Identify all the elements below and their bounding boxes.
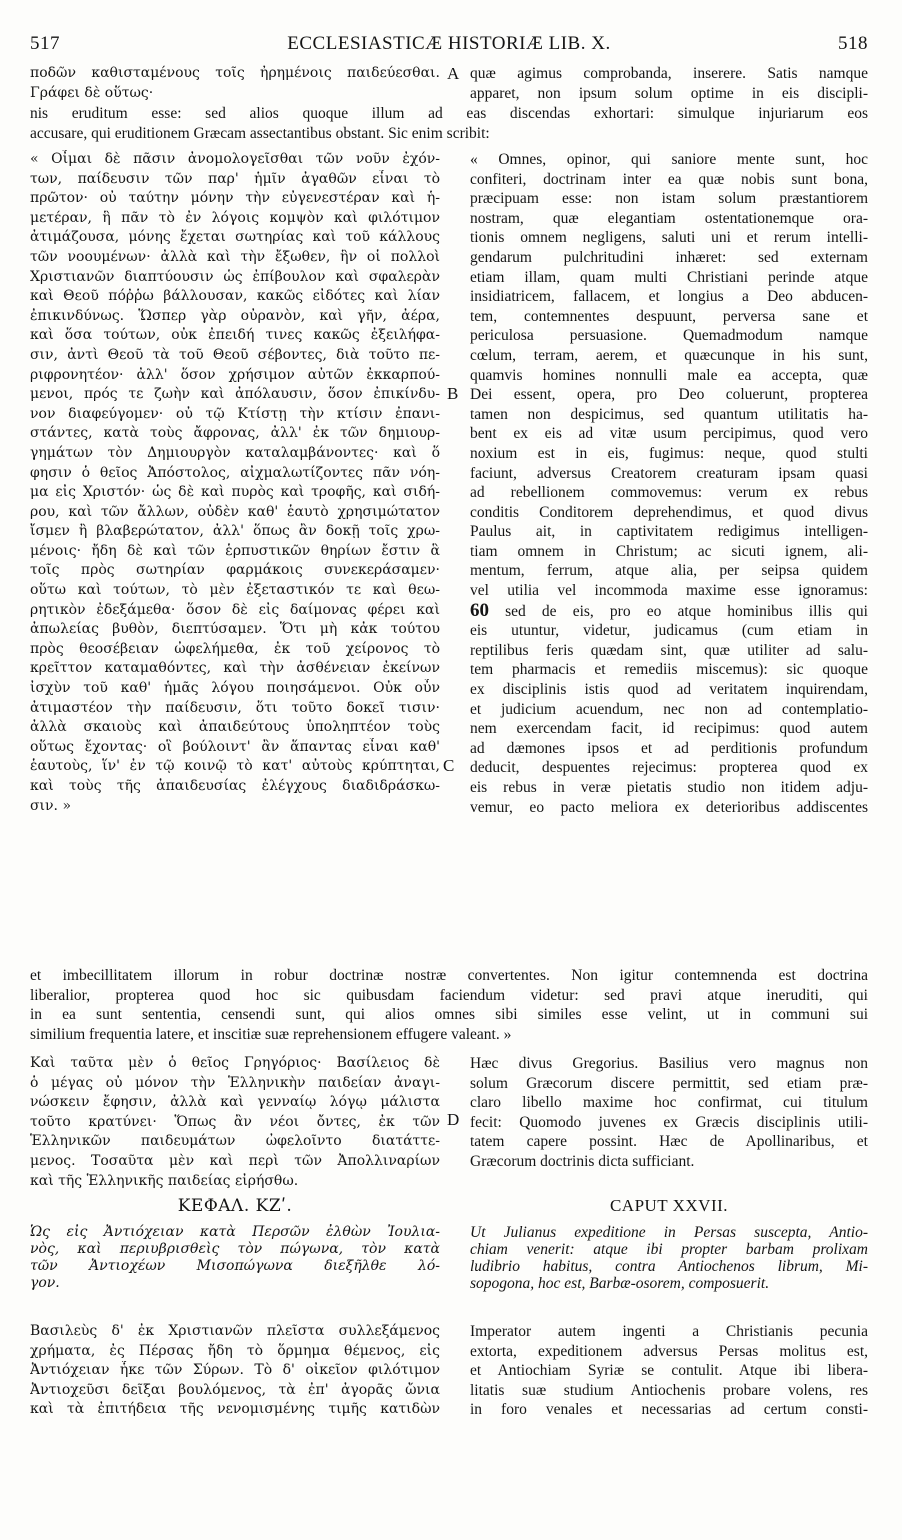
running-title: ECCLESIASTICÆ HISTORIÆ LIB. X. [287,33,611,54]
text-line: Βασιλεὺς δ' ἐκ Χριστιανῶν πλεῖστα συλλεξάμενος [30,1323,440,1339]
text-line: 60 sed de eis, pro eo atque hominibus illis qui [470,600,868,621]
text-line: conditis Conditorem deprehendimus, et quod divus [470,503,868,521]
latin-chapter-summary [470,1224,868,1292]
text-line: apparet, non ipsum solum optime in eis discipli- [470,84,868,102]
column-number-marker: 60 [470,600,489,621]
text-line: μενοι, πρός τε ζωὴν καὶ ἀπόλαυσιν, ὅσον ἐπικίνδυ- [30,386,440,403]
text-line: tiam omnem in Christum; ac sicuti ignem, ali- [470,542,868,560]
text-line: ρου, καὶ τῶν ἄλλων, οὐδὲν καθ' ἑαυτὸ χρησιμώτατον [30,503,440,520]
greek-chapter-summary [30,1224,440,1292]
text-line: « Omnes, opinor, qui saniore mente sunt, hoc [470,151,868,168]
latin-quotation [470,150,868,817]
text-line: confiteri, doctrinam inter ea quæ nobis sunt bona, [470,170,868,188]
text-line: Ὡς εἰς Ἀντιόχειαν κατὰ Περσῶν ἐλθὼν Ἰουλια- [30,1224,440,1240]
text-line: reptilibus feris quædam sint, quæ utiliter ad salu- [470,641,868,659]
text-line: ἑαυτοὺς, ἵν' ἐν τῷ κοινῷ τὸ κατ' αὐτοὺς κρύπτηται, [30,758,440,775]
greek-quotation [30,150,440,816]
text-line: ἴσμεν ἢ βλαβερώτατον, ἀλλ' ὅπως ἂν δοκῇ τοῖς χρω- [30,523,440,540]
text-line: καὶ τοὺς τῆς ἀπαιδευσίας ἐλέγχους διαδιδράσκω- [30,778,440,794]
text-line: bent ex eis ad vitæ usum percipimus, quod vero [470,425,868,443]
text-line: Græcorum doctrinis dicta sufficiant. [470,1152,695,1170]
margin-letter-c: C [443,756,455,775]
text-line: των, παίδευσιν τῶν παρ' ἡμῖν ἀγαθῶν εἶναι τὸ [30,170,440,187]
top-full-text [30,104,868,143]
text-line: τῶν νοουμένων· ἀλλὰ καὶ τὴν ἔξωθεν, ἣν οἱ πολλοὶ [30,248,440,265]
greek-chapter-heading: ΚΕΦΑΛ. ΚΖʹ. [177,1196,293,1216]
text-line: πρὸς θεοσέβειαν ὠφελήμεθα, ἐκ τοῦ χείρονος τὸ [30,640,440,657]
text-line: tatem capere possint. Hæc de Apollinaribus, et [470,1133,868,1151]
text-line: ἀτιμαστέον τὴν παίδευσιν, ὅτι τοῦτο δοκεῖ τισιν· [30,699,440,716]
text-line: gendarum pulchritudini inhæret: sed externam [470,248,868,266]
text-line: Χριστιανῶν διαπτύουσιν ὡς ἐπίβουλον καὶ σφαλερὰν [30,268,440,285]
text-line: νώσκειν ἔφησιν, ἀλλὰ καὶ γενναίῳ λόγῳ μάλιστα [30,1094,440,1111]
text-line: σιν. » [30,797,72,814]
page-number-left: 517 [30,33,60,54]
text-line: χρήματα, ἐς Πέρσας ἤδη τὸ ὅρμημα θέμενος, εἰς [30,1342,440,1359]
text-line: πρῶτον· οὐ ταύτην μόνην τὴν εὐγενεστέραν καὶ ἡ- [30,190,440,207]
text-line: Ἀντιόχειαν ἧκε τῶν Σύρων. Τὸ δ' οἰκεῖον φιλότιμον [30,1362,440,1379]
text-line: nostram, quæ elegantiam ostentationemque ora- [470,209,868,227]
text-line: nem exercendam facit, id recipimus: quod autem [470,720,868,738]
text-line: ἀτιμάζουσα, μόνης ἔχεται σωτηρίας καὶ τοῦ κάλλους [30,229,440,246]
text-line: Hæc divus Gregorius. Basilius vero magnus non [470,1055,868,1072]
text-line: γημάτων τὸν Δημιουργὸν καταλαμβάνοντες· καὶ ὅ [30,444,440,461]
text-line: liberalior, propterea quod hoc sic quibusdam faciendum videtur: sed pravi atque ineruditi, qui [30,986,868,1004]
text-line: σιν, ἀντὶ Θεοῦ τὰ τοῦ Θεοῦ σέβοντες, διὰ τοῦτο πε- [30,346,440,363]
text-line: extorta, expeditionem adversus Persas molitus est, [470,1342,868,1360]
text-line: καὶ Θεοῦ πόῤῥω βάλλουσαν, κακῶς εἰδότες καὶ λίαν [30,288,440,305]
latin-chapter-heading: CAPUT XXVII. [609,1196,729,1215]
text-line: ἀπωλείας βυθὸν, διεπτύσαμεν. Ὅτι μὴ κἀκ τούτου [30,621,440,638]
page-number-right: 518 [838,33,868,54]
text-line: accusare, qui eruditionem Græcam assectantibus obstant. Sic enim scribit: [30,124,490,142]
text-line: et imbecillitatem illorum in robur doctrinæ nostræ convertentes. Non igitur contemnenda est doctrina [30,967,868,984]
text-line: tamen non despicimus, sed quantum utilitatis ha- [470,405,868,423]
text-line: στάντες, κατὰ τοὺς ἄφρονας, ἀλλ' ἐκ τῶν δημιουρ- [30,425,440,442]
text-line: ἀλλὰ σκαιοὺς καὶ ἀπαιδεύτους ὑποληπτέον τοὺς [30,719,440,736]
text-line: οὕτως ἔχοντας· οἳ βούλοιντ' ἂν ἅπαντας εἶναι καθ' [30,738,440,755]
text-line: vemur, eo pacto meliora ex deterioribus addiscentes [470,798,868,816]
text-line: τοῦτο κρατύνει· Ὅπως ἂν νέοι ὄντες, ἐκ τῶν [30,1113,440,1130]
text-line: μα εἰς Χριστόν· ὡς δὲ καὶ πυρὸς καὶ τροφῆς, καὶ σιδή- [30,484,440,501]
text-line: μετέραν, ἣ πᾶν τὸ ἐν λόγοις κομψὸν καὶ φιλότιμον [30,209,440,226]
text-line: φησιν ὁ θεῖος Ἀπόστολος, αἰχμαλωτίζοντες πᾶν νόη- [30,464,440,481]
text-line: ad dæmones ipsos et ad perditionis profundum [470,739,868,757]
text-line: noxium est in eis, fugimus: neque, quod stulti [470,444,868,462]
text-line: quamvis homines nonnulli male ea accepta, quæ [470,366,868,384]
text-line: μενος. Τοσαῦτα μὲν καὶ περὶ τῶν Ἀπολλιναρίων [30,1152,440,1169]
text-line: eis rebus in veræ pietatis studio non itidem adju- [470,779,868,796]
text-line: καὶ τὰ ἐπιτήδεια τῆς νενομισμένης τιμῆς κατιδὼν [30,1401,440,1418]
text-line: etiam illam, quam multi Christiani perinde atque [470,268,868,286]
margin-letter-a: A [447,64,460,83]
text-line: κρεῖττον καταμαθόντες, καὶ τὴν ἀσθένειαν ἐκείνων [30,660,440,677]
text-line: mentum, ferrum, atque alia, per seipsa quidem [470,562,868,580]
text-line: ad rebellionem commovemus: verum ex rebus [470,484,868,502]
text-line: νον διαφεύγομεν· οὐ τῷ Κτίστῃ τὴν κτίσιν ἐπανι- [30,405,440,422]
text-line: vel utilia vel incommoda maxime esse ignoramus: [470,582,868,600]
text-line: cœlum, terram, aerem, et quæcunque in his sunt, [470,346,868,364]
text-line: Γράφει δὲ οὕτως· [30,84,154,101]
text-line: καὶ τῆς Ἑλληνικῆς παιδείας εἰρήσθω. [30,1172,299,1189]
text-line: eis utuntur, videtur, judicamus (cum etiam in [470,622,868,640]
text-line: Ἑλληνικῶν παιδευμάτων ὠφελοῖντο διατάττε- [30,1133,440,1150]
text-line: ἰσχὺν τοῦ καθ' ἡμᾶς λόγου ποιησάμενοι. Οὐκ οὖν [30,680,440,697]
text-line: Ut Julianus expeditione in Persas suscepta, Antio- [470,1224,868,1241]
text-line: similium frequentia latere, et inscitiæ suæ reprehensionem effugere valeant. » [30,1025,512,1043]
text-line: et Antiochiam Syriæ se contulit. Atque ibi libera- [470,1362,868,1380]
text-line: ἐπικινδύνως. Ὥσπερ γὰρ οὐρανὸν, καὶ γῆν, ἀέρα, [30,307,440,324]
text-line: ριφρονητέον· ἀλλ' ὅσον χρήσιμον αὐτῶν ἐκκαρπού- [30,366,440,383]
text-line: καὶ ὅσα τούτων, οὐκ ἐπειδή τινες κακῶς ἐξειλήφα- [30,327,440,344]
text-line: γον. [30,1275,60,1291]
greek-chapter-text [30,1322,440,1420]
text-line: faciunt, adversus Creatorem creaturam ipsam quasi [470,464,868,482]
text-line: præcipuam esse: non istam solum præstantiorem [470,190,868,208]
greek-lower-text [30,1054,440,1191]
text-line: periculosa persuasione. Quemadmodum namque [470,327,868,345]
text-line: Ἀντιοχεῦσι δεῖξαι βουλόμενος, τὰ ἐπ' ἀγορᾶς ὤνια [30,1381,440,1398]
text-line: nis eruditum esse: sed alios quoque illum ad eas discendas exhortari: simulque injuriarum eos [30,105,868,122]
running-header [30,33,868,57]
text-line: μένοις· ἤδη δὲ καὶ τῶν ἑρπυστικῶν θηρίων ἔστιν ἃ [30,542,440,559]
text-line: insidiatricem, fallacem, et longius a Deo abducen- [470,288,868,306]
text-line: claro libello maxime hoc confirmat, cui titulum [470,1094,868,1112]
text-line: οὕτω καὶ τούτων, τὸ μὲν ἐξεταστικόν τε καὶ θεω- [30,582,440,599]
margin-letter-d: D [447,1110,460,1129]
text-line: in ea sunt sententia, censendi sunt, qui alios omnes sibi similes esse velint, ut in communi sui [30,1006,868,1024]
text-line: in foro venales et necessarias ad certum consti- [470,1401,868,1419]
text-line: τῶν Ἀντιοχέων Μισοπώγωνα διεξῆλθε λό- [30,1258,440,1274]
text-line: νὸς, καὶ περιυβρισθεὶς τὸν πώγωνα, τὸν κατὰ [30,1241,440,1257]
text-line: « Οἶμαι δὲ πᾶσιν ἀνομολογεῖσθαι τῶν νοῦν ἐχόν- [30,151,440,167]
text-line: ex disciplinis istis quod ad veritatem inquirendam, [470,681,868,699]
text-line: tem pharmacis et remediis miscemus): sic quoque [470,661,868,679]
text-line: fecit: Quomodo juvenes ex Græcis disciplinis utili- [470,1113,868,1131]
text-line: tionis omnem negligens, saluti uni et rerum intelli- [470,229,868,247]
text-line: ρητικὸν ἐδεξάμεθα· ὅσον δὲ εἰς δαίμονας φέρει καὶ [30,601,440,618]
text-line: ποδῶν καθισταμένους τοῖς ἠρημένοις παιδεύεσθαι. [30,65,440,81]
text-line: et judicium acuendum, nec non ad contemplatio- [470,700,868,718]
latin-lower-text [470,1054,868,1172]
text-line: Dei essent, opera, pro Deo coluerunt, propterea [470,386,868,404]
text-line: chiam venerit: atque ibi propter barbam prolixam [470,1241,868,1258]
mid-full-text [30,966,868,1044]
text-line: quæ agimus comprobanda, inserere. Satis namque [470,65,868,82]
text-line: litatis suæ studium Antiochenis probare volens, res [470,1381,868,1399]
margin-letter-b: B [447,384,459,403]
top-greek [30,64,440,103]
text-line: Imperator autem ingenti a Christianis pecunia [470,1323,868,1340]
text-line: tem, contemnentes despuunt, perversa sane et [470,307,868,325]
text-line: ludibrio habitus, contra Antiochenos librum, Mi- [470,1258,868,1275]
latin-chapter-text [470,1322,868,1420]
text-line: solum Græcorum discere permittit, sed etiam præ- [470,1074,868,1092]
text-line: τοῖς πρὸς σωτηρίαν φαρμάκοις συνεκεράσαμεν· [30,562,440,579]
text-line: Καὶ ταῦτα μὲν ὁ θεῖος Γρηγόριος· Βασίλειος δὲ [30,1055,440,1071]
text-line: sopogona, hoc est, Barbæ-osorem, composuerit. [470,1275,770,1292]
text-line: deducit, despuentes rejecimus: propterea quod ex [470,759,868,777]
top-latin [470,64,868,103]
text-line: Paulus ait, in captivitatem redigimus intelligen- [470,523,868,541]
text-line: ὁ μέγας οὐ μόνον τὴν Ἑλληνικὴν παιδείαν ἀναγι- [30,1074,440,1091]
